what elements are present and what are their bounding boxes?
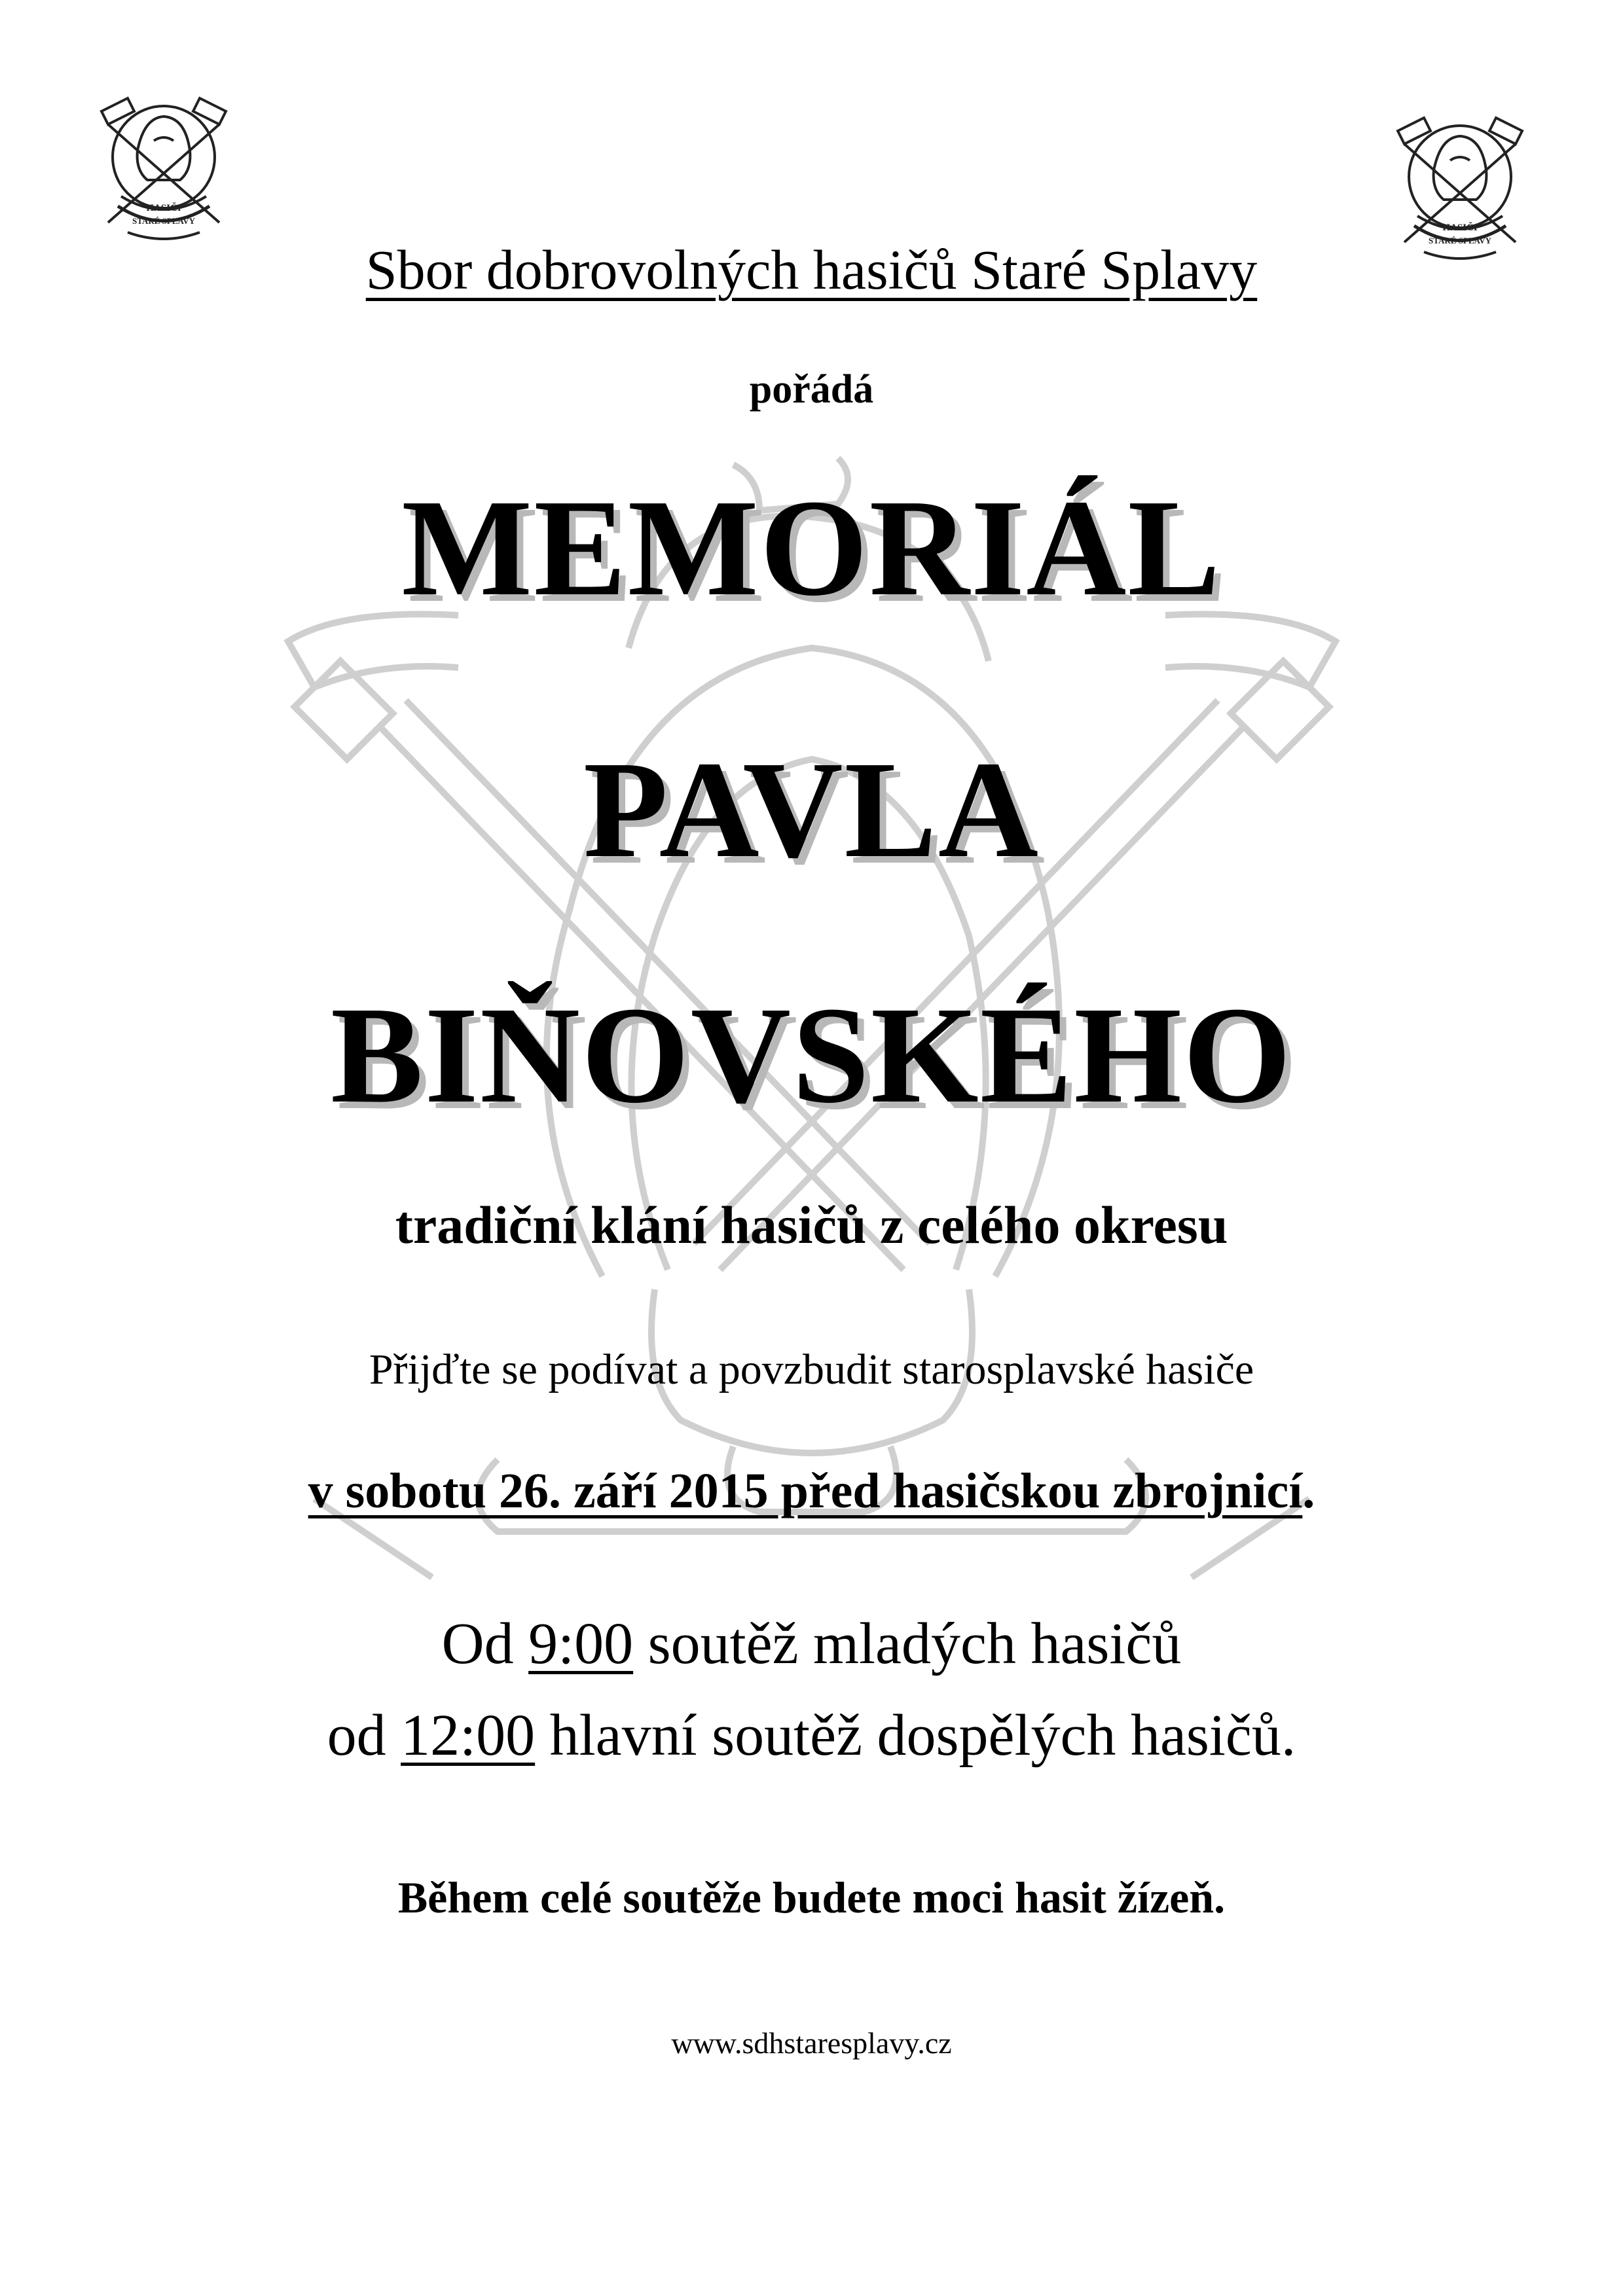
schedule-row-youth-time: 9:00 [528, 1611, 634, 1676]
schedule-row-youth [0, 1610, 1623, 1677]
fire-brigade-logo-left [82, 72, 246, 249]
logo-text-line1: HASIČI [146, 203, 181, 213]
presents-label: pořádá [749, 367, 874, 412]
invitation-text: Přijďte se podívat a povzbudit starosplavské hasiče [369, 1346, 1254, 1393]
schedule-row-youth-text: soutěž mladých hasičů [633, 1611, 1182, 1676]
title-line-2: PAVLA [583, 732, 1040, 886]
title-line-1: MEMORIÁL [401, 471, 1222, 624]
organizer-heading: Sbor dobrovolných hasičů Staré Splavy [365, 238, 1258, 301]
schedule-row-main-text: hlavní soutěž dospělých hasičů. [535, 1703, 1296, 1768]
logo-text-line2: STARÉ SPLAVY [132, 216, 195, 226]
event-subtitle: tradiční klání hasičů z celého okresu [395, 1195, 1228, 1255]
schedule-row-youth-prefix: Od [441, 1611, 529, 1676]
schedule-row-main [0, 1702, 1623, 1769]
schedule-row-main-time: 12:00 [401, 1703, 536, 1768]
event-date [0, 1463, 1623, 1520]
refreshment-note: Během celé soutěže budete moci hasit žízeň. [397, 1873, 1226, 1922]
title-line-3: BIŇOVSKÉHO [330, 978, 1292, 1132]
event-date-period: . [1302, 1463, 1315, 1518]
logo-text-line1: HASIČI [1442, 223, 1478, 233]
logo-text-line2: STARÉ SPLAVY [1429, 236, 1491, 245]
schedule-row-main-prefix: od [327, 1703, 401, 1768]
event-date-text: v sobotu 26. září 2015 před hasičskou zbrojnicí [308, 1463, 1303, 1518]
website-link[interactable]: www.sdhstaresplavy.cz [671, 2026, 952, 2060]
